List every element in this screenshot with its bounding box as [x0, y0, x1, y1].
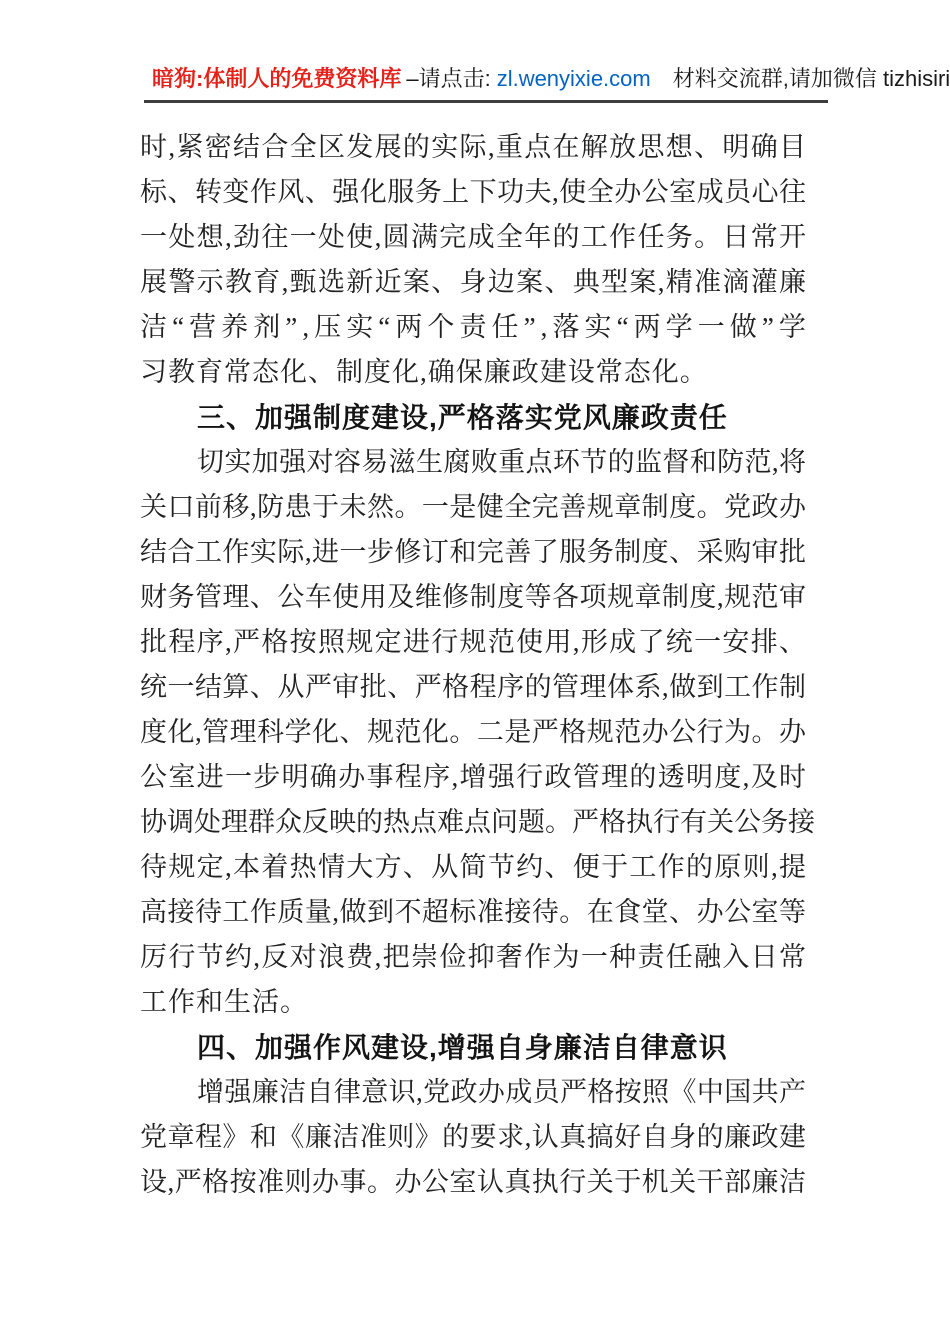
promo-link[interactable]: zl.wenyixie.com	[496, 66, 651, 91]
text-line: 公 室 进 一 步 明 确 办 事 程 序 , 增 强 行 政 管 理 的 透 明 度 , 及 时	[140, 762, 806, 792]
promo-click-label: –请点击:	[406, 66, 491, 91]
text-line: 展 警 示 教 育 , 甄 选 新 近 案 、 身 边 案 、 典 型 案 , 精 准 滴 灌 廉	[140, 267, 806, 297]
text-line: 切 实 加 强 对 容 易 滋 生 腐 败 重 点 环 节 的 监 督 和 防 范 , 将	[197, 447, 806, 477]
promo-group-note: 材料交流群,请加微信 tizhisiri	[672, 66, 950, 91]
text-line: 协 调 处 理 群 众 反 映 的 热 点 难 点 问 题 。 严 格 执 行 有 关 公 务 接	[140, 807, 815, 837]
text-line: 高 接 待 工 作 质 量 , 做 到 不 超 标 准 接 待 。 在 食 堂 、 办 公 室 等	[140, 897, 806, 927]
section-heading: 三、加强制度建设,严格落实党风廉政责任	[197, 402, 728, 433]
text-line: 党 章 程 》 和 《 廉 洁 准 则 》 的 要 求 , 认 真 搞 好 自 身 的 廉 政 建	[140, 1122, 806, 1152]
text-line: 工作和生活。	[140, 987, 308, 1017]
document-body	[140, 125, 815, 1205]
promo-header	[144, 60, 950, 103]
text-line: 待 规 定 , 本 着 热 情 大 方 、 从 简 节 约 、 便 于 工 作 的 原 则 , 提	[140, 852, 806, 882]
text-line: 财 务 管 理 、 公 车 使 用 及 维 修 制 度 等 各 项 规 章 制 度 , 规 范 审	[140, 582, 806, 612]
text-line: 结 合 工 作 实 际 , 进 一 步 修 订 和 完 善 了 服 务 制 度 、 采 购 审 批	[140, 537, 806, 567]
text-line: 一 处 想 , 劲 往 一 处 使 , 圆 满 完 成 全 年 的 工 作 任 务 。 日 常 开	[140, 222, 806, 252]
text-line: 洁 “ 营 养 剂 ” , 压 实 “ 两 个 责 任 ” , 落 实 “ 两 学 一 做 ” 学	[140, 312, 806, 342]
text-line: 统 一 结 算 、 从 严 审 批 、 严 格 程 序 的 管 理 体 系 , 做 到 工 作 制	[140, 672, 806, 702]
promo-brand-text: 暗狗:体制人的免费资料库	[152, 66, 402, 91]
text-line: 设 , 严 格 按 准 则 办 事 。 办 公 室 认 真 执 行 关 于 机 关 干 部 廉 洁	[140, 1167, 806, 1197]
text-line: 度 化 , 管 理 科 学 化 、 规 范 化 。 二 是 严 格 规 范 办 公 行 为 。 办	[140, 717, 806, 747]
text-line: 关 口 前 移 , 防 患 于 未 然 。 一 是 健 全 完 善 规 章 制 度 。 党 政 办	[140, 492, 806, 522]
text-line: 标 、 转 变 作 风 、 强 化 服 务 上 下 功 夫 , 使 全 办 公 室 成 员 心 往	[140, 177, 806, 207]
text-line: 习教育常态化、制度化,确保廉政建设常态化。	[140, 357, 708, 387]
text-line: 厉 行 节 约 , 反 对 浪 费 , 把 崇 俭 抑 奢 作 为 一 种 责 任 融 入 日 常	[140, 942, 806, 972]
text-line: 批 程 序 , 严 格 按 照 规 定 进 行 规 范 使 用 , 形 成 了 统 一 安 排 、	[140, 627, 806, 657]
section-heading: 四、加强作风建设,增强自身廉洁自律意识	[197, 1032, 728, 1063]
text-line: 增 强 廉 洁 自 律 意 识 , 党 政 办 成 员 严 格 按 照 《 中 国 共 产	[197, 1077, 806, 1107]
text-line: 时 , 紧 密 结 合 全 区 发 展 的 实 际 , 重 点 在 解 放 思 想 、 明 确 目	[140, 132, 806, 162]
